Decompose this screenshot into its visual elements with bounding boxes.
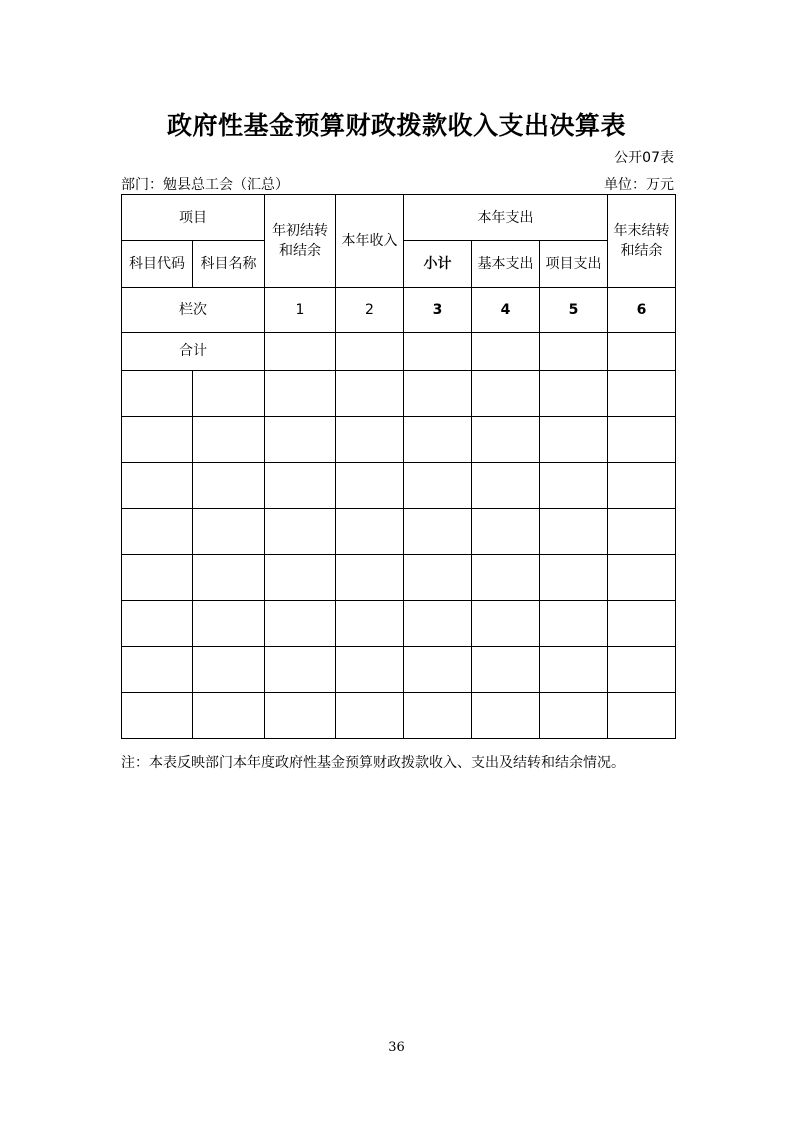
- table-cell: [336, 333, 404, 371]
- table-row: [122, 647, 676, 693]
- header-opening-balance: 年初结转和结余: [265, 195, 336, 288]
- table-cell: [265, 647, 336, 693]
- header-subject-code: 科目代码: [122, 241, 193, 288]
- table-cell: [540, 371, 608, 417]
- table-cell: [265, 601, 336, 647]
- table-cell: [404, 333, 472, 371]
- table-cell: [404, 555, 472, 601]
- table-cell: [404, 463, 472, 509]
- table-cell: [122, 509, 193, 555]
- table-cell: [122, 693, 193, 739]
- column-number-4: 4: [472, 288, 540, 333]
- table-cell: [265, 693, 336, 739]
- header-row-1: [122, 195, 676, 241]
- table-cell: [540, 693, 608, 739]
- table-cell: [472, 509, 540, 555]
- table-row: [122, 463, 676, 509]
- table-cell: [472, 647, 540, 693]
- table-cell: [472, 555, 540, 601]
- table-cell: [265, 509, 336, 555]
- form-code: 公开07表: [614, 150, 674, 166]
- table-cell: [404, 693, 472, 739]
- table-cell: [336, 555, 404, 601]
- header-project: 项目: [122, 195, 265, 241]
- table-cell: [193, 555, 265, 601]
- table-cell: [336, 647, 404, 693]
- table-cell: [265, 333, 336, 371]
- table-cell: [404, 417, 472, 463]
- table-cell: [608, 371, 676, 417]
- table-cell: [193, 371, 265, 417]
- table-cell: [472, 601, 540, 647]
- table-note: 注：本表反映部门本年度政府性基金预算财政拨款收入、支出及结转和结余情况。: [121, 755, 625, 771]
- header-project-expenditure: 项目支出: [540, 241, 608, 288]
- table-cell: [608, 601, 676, 647]
- total-row: [122, 333, 676, 371]
- table-cell: [336, 463, 404, 509]
- column-number-3: 3: [404, 288, 472, 333]
- budget-table: [121, 194, 676, 739]
- table-cell: [608, 333, 676, 371]
- table-row: [122, 601, 676, 647]
- table-cell: [608, 555, 676, 601]
- table-cell: [472, 417, 540, 463]
- data-rows: [122, 371, 676, 739]
- table-cell: [540, 463, 608, 509]
- table-cell: [540, 601, 608, 647]
- header-annual-expenditure: 本年支出: [404, 195, 608, 241]
- table-cell: [540, 417, 608, 463]
- table-cell: [193, 417, 265, 463]
- page-title: 政府性基金预算财政拨款收入支出决算表: [166, 111, 626, 140]
- column-number-label: 栏次: [122, 288, 265, 333]
- header-basic-expenditure: 基本支出: [472, 241, 540, 288]
- page-number: 36: [388, 1040, 405, 1055]
- table-cell: [540, 647, 608, 693]
- header-closing-balance: 年末结转和结余: [608, 195, 676, 288]
- table-row: [122, 693, 676, 739]
- table-cell: [404, 647, 472, 693]
- header-annual-income: 本年收入: [336, 195, 404, 288]
- table-cell: [472, 333, 540, 371]
- column-number-1: 1: [265, 288, 336, 333]
- table-cell: [193, 509, 265, 555]
- table-cell: [122, 417, 193, 463]
- table-cell: [122, 463, 193, 509]
- table-cell: [404, 509, 472, 555]
- table-cell: [265, 417, 336, 463]
- column-number-2: 2: [336, 288, 404, 333]
- table-cell: [608, 693, 676, 739]
- column-number-row: [122, 288, 676, 333]
- table-cell: [608, 463, 676, 509]
- table-cell: [540, 333, 608, 371]
- table-cell: [336, 417, 404, 463]
- table-cell: [540, 509, 608, 555]
- total-row-label: 合计: [122, 333, 265, 371]
- header-subject-name: 科目名称: [193, 241, 265, 288]
- table-cell: [404, 601, 472, 647]
- table-cell: [608, 509, 676, 555]
- table-cell: [404, 371, 472, 417]
- table-cell: [336, 509, 404, 555]
- table-cell: [193, 601, 265, 647]
- department-label: 部门：勉县总工会（汇总）: [121, 177, 289, 193]
- table-cell: [122, 647, 193, 693]
- table-cell: [608, 647, 676, 693]
- table-cell: [122, 555, 193, 601]
- table-cell: [540, 555, 608, 601]
- table-row: [122, 509, 676, 555]
- table-cell: [608, 417, 676, 463]
- table-cell: [265, 371, 336, 417]
- table-cell: [472, 693, 540, 739]
- header-subtotal: 小计: [404, 241, 472, 288]
- table-cell: [265, 555, 336, 601]
- table-cell: [193, 647, 265, 693]
- table-cell: [472, 371, 540, 417]
- table-cell: [122, 601, 193, 647]
- column-number-5: 5: [540, 288, 608, 333]
- column-number-6: 6: [608, 288, 676, 333]
- table-row: [122, 371, 676, 417]
- table-cell: [336, 601, 404, 647]
- table-row: [122, 555, 676, 601]
- table-cell: [336, 371, 404, 417]
- table-cell: [265, 463, 336, 509]
- table-cell: [193, 693, 265, 739]
- unit-label: 单位：万元: [604, 177, 674, 193]
- table-row: [122, 417, 676, 463]
- table-cell: [122, 371, 193, 417]
- table-cell: [336, 693, 404, 739]
- table-cell: [472, 463, 540, 509]
- table-cell: [193, 463, 265, 509]
